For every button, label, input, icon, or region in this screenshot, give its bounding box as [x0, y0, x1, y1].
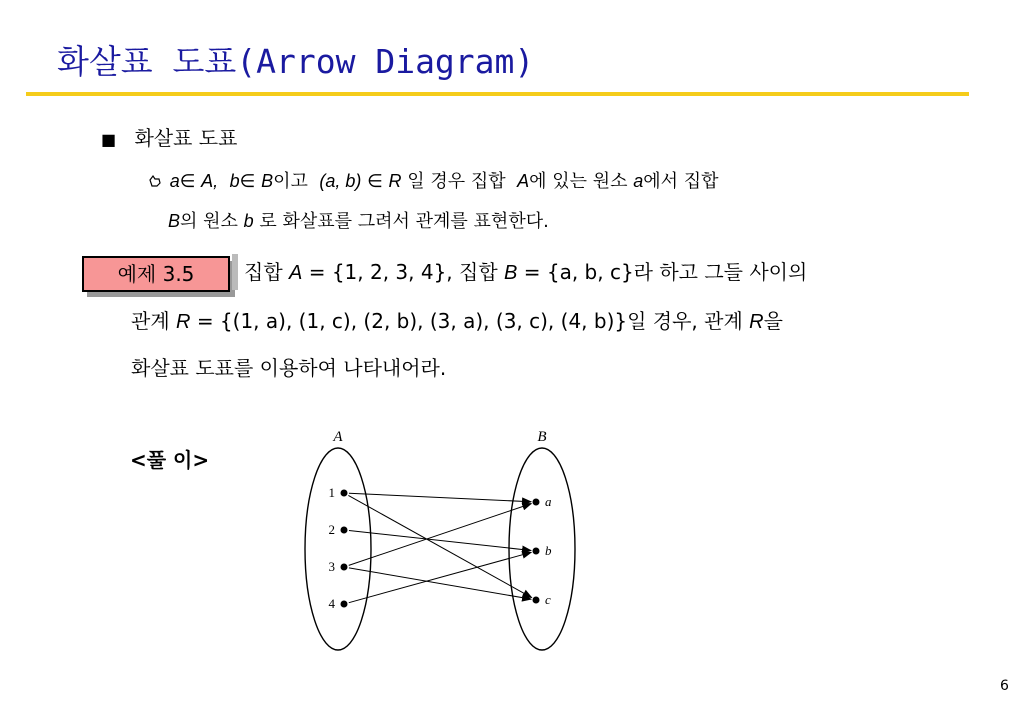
- set-A: A: [517, 171, 530, 191]
- set-A-element-dot: [341, 527, 348, 534]
- relation-arrow-4-b: [349, 552, 531, 602]
- set-A-element-label: 2: [328, 522, 335, 537]
- set-B-element-dot: [533, 597, 540, 604]
- text-segment: = {a, b, c}라 하고 그들 사이의: [523, 260, 808, 284]
- relation-arrow-3-c: [349, 568, 531, 599]
- set-B-label: B: [537, 429, 547, 445]
- title-underline: [26, 92, 969, 96]
- text-segment: = {(1, a), (1, c), (2, b), (3, a), (3, c), (4, b)}일 경우, 관계: [196, 309, 750, 333]
- set-A: A,: [201, 171, 219, 191]
- set-A-element-dot: [341, 601, 348, 608]
- in-symbol: ∈: [239, 171, 256, 192]
- relation-arrow-3-a: [349, 504, 532, 566]
- bullet-label: 화살표 도표: [134, 126, 238, 150]
- arrow-diagram: [296, 420, 586, 660]
- square-bullet-icon: ■: [101, 130, 117, 149]
- set-A-element-dot: [341, 490, 348, 497]
- set-A-element-label: 1: [328, 485, 335, 500]
- set-A-element-label: 4: [328, 596, 335, 611]
- set-A-element-label: 3: [328, 559, 335, 574]
- text-segment: 로 화살표를 그려서 관계를 표현한다.: [259, 211, 549, 232]
- example-question-line-1: [244, 256, 807, 285]
- text-segment: 에 있는 원소: [529, 171, 628, 192]
- set-B: B: [168, 211, 181, 231]
- text-segment: 일 경우 집합: [407, 171, 506, 192]
- relation-R: R: [176, 311, 191, 333]
- in-symbol: ∈: [367, 171, 383, 192]
- elem-a: a: [169, 171, 180, 191]
- set-A: A: [289, 262, 303, 284]
- text-segment: 이고: [273, 171, 308, 192]
- relation-R: R: [749, 311, 764, 333]
- set-A-element-dot: [341, 564, 348, 571]
- page-title: 화살표 도표(Arrow Diagram): [57, 42, 535, 81]
- elem-b: b: [243, 211, 254, 231]
- text-segment: 의 원소: [180, 211, 238, 232]
- definition-line-2: [168, 207, 549, 233]
- example-label-box: 예제 3.5: [82, 256, 230, 292]
- in-symbol: ∈: [179, 171, 196, 192]
- text-segment: 집합: [244, 260, 283, 284]
- example-question-line-2: [131, 305, 783, 334]
- example-question-line-3: 화살표 도표를 이용하여 나타내어라.: [131, 356, 447, 380]
- set-A-label: A: [333, 429, 343, 445]
- pointing-hand-icon: [148, 174, 162, 188]
- set-B: B: [504, 262, 518, 284]
- set-B-element-label: a: [545, 494, 552, 509]
- bullet-heading: [101, 122, 237, 151]
- relation-R: R: [388, 171, 402, 191]
- relation-arrow-2-b: [349, 531, 531, 551]
- set-B: B: [261, 171, 274, 191]
- relation-arrow-1-a: [349, 493, 531, 502]
- relation-arrow-1-c: [348, 495, 531, 597]
- set-B-element-dot: [533, 548, 540, 555]
- elem-a: a: [633, 171, 644, 191]
- definition-line-1: [148, 167, 719, 193]
- text-segment: 에서 집합: [643, 171, 719, 192]
- solution-label: <풀 이>: [130, 448, 210, 472]
- page-number: 6: [1000, 678, 1009, 694]
- elem-b: b: [229, 171, 240, 191]
- set-B-element-dot: [533, 499, 540, 506]
- text-segment: 을: [763, 309, 783, 333]
- text-segment: = {1, 2, 3, 4}, 집합: [308, 260, 498, 284]
- example-box-divider: [232, 254, 238, 290]
- text-segment: 관계: [131, 309, 170, 333]
- set-B-element-label: c: [545, 592, 551, 607]
- set-B-element-label: b: [545, 543, 552, 558]
- pair: (a, b): [319, 171, 362, 191]
- set-A-ellipse: [305, 448, 371, 650]
